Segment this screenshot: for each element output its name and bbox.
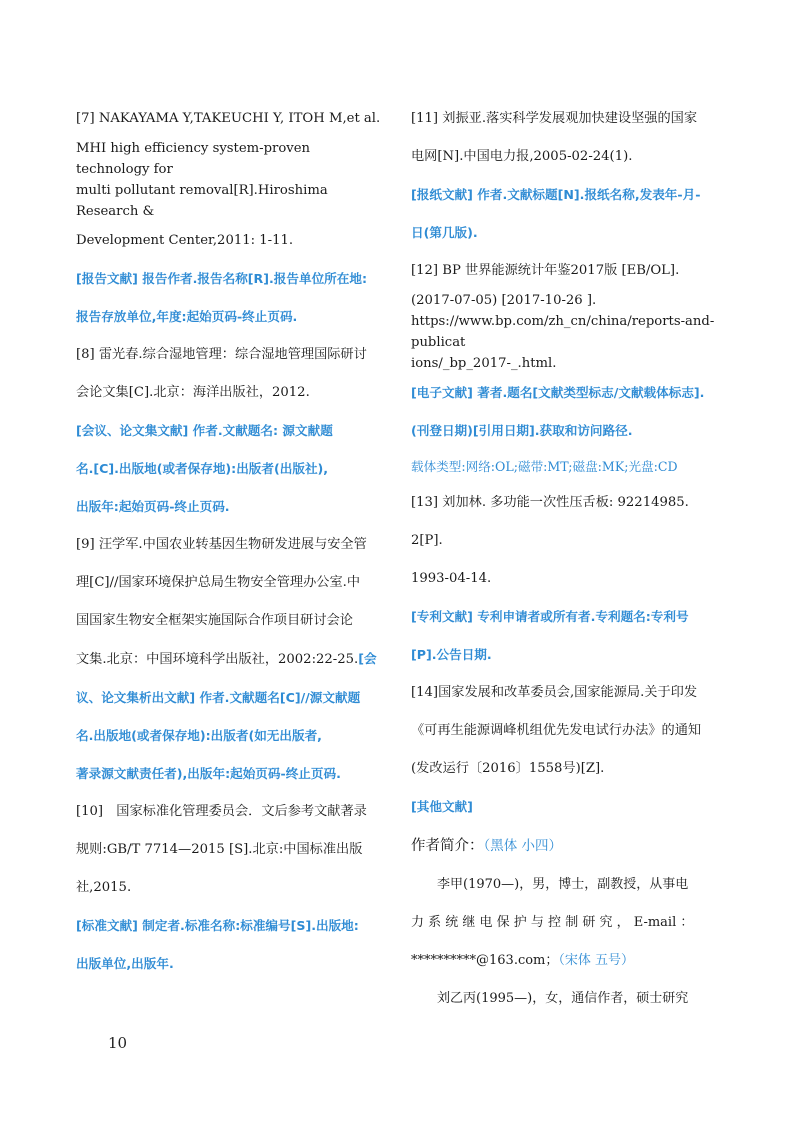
author-bio-title-hint: （黑体 小四） [483,838,563,854]
ref-12-body [411,290,719,374]
ref-12-line2: (2017-07-05) [2017-10-26 ]. [411,293,597,308]
ref-7-line3: multi pollutant removal[R].Hiroshima Research & [76,183,328,219]
author-1-line3 [411,942,719,980]
ref-11-line1: [11] 刘振亚.落实科学发展观加快建设坚强的国家 [411,111,698,126]
format-standard-1: [标准文献] 制定者.标准名称:标准编号[S].出版地: [76,918,359,933]
author-1-line1: 李甲(1970—)，男，博士，副教授，从事电 [437,877,689,892]
format-analytic-start: [会 [358,651,377,666]
format-electronic-1: [电子文献] 著者.题名[文献类型标志/文献载体标志]. [411,385,705,400]
format-electronic-2: (刊登日期)[引用日期].获取和访问路径. [411,423,633,438]
format-report-2: 报告存放单位,年度:起始页码-终止页码. [76,309,298,324]
format-other: [其他文献] [411,799,473,814]
ref-11-line2: 电网[N].中国电力报,2005-02-24(1). [411,149,633,164]
format-newspaper-2: 日(第几版). [411,225,478,240]
ref-12-line3: https://www.bp.com/zh_cn/china/reports-and-publicat [411,314,715,350]
format-conference-3: 出版年:起始页码-终止页码. [76,499,230,514]
format-patent-2: [P].公告日期. [411,647,492,662]
format-newspaper-1: [报纸文献] 作者.文献标题[N].报纸名称,发表年-月- [411,187,701,202]
author-1-font-hint: （宋体 五号） [558,953,635,968]
ref-7-line4: Development Center,2011: 1-11. [76,233,294,248]
author-1-email: **********@163.com； [411,953,559,968]
right-column [411,100,719,1018]
ref-9-line4 [76,640,384,679]
ref-9-line1: [9] 汪学军.中国农业转基因生物研发进展与安全管 [76,537,367,552]
ref-9-line4-text: 文集.北京：中国环境科学出版社，2002:22-25. [76,652,359,667]
format-standard-2: 出版单位,出版年. [76,956,174,971]
format-analytic-3: 著录源文献责任者),出版年:起始页码-终止页码. [76,766,341,781]
ref-10-line3: 社,2015. [76,880,132,895]
author-1-line2: 力 系 统 继 电 保 护 与 控 制 研 究 ， E-mail ： [411,915,694,930]
ref-13-line2: 1993-04-14. [411,571,492,586]
carrier-type-note: 载体类型:网络:OL;磁带:MT;磁盘:MK;光盘:CD [411,459,678,474]
left-column [76,100,384,983]
ref-10-line1: [10] 国家标准化管理委员会．文后参考文献著录 [76,804,367,819]
format-analytic-2: 名.出版地(或者保存地):出版者(如无出版者, [76,728,322,743]
ref-13-line1: [13] 刘加林. 多功能一次性压舌板: 92214985. 2[P]. [411,495,689,548]
page-number: 10 [108,1034,128,1052]
ref-10-line2: 规则:GB/T 7714—2015 [S].北京:中国标准出版 [76,842,363,857]
format-report-1: [报告文献] 报告作者.报告名称[R].报告单位所在地: [76,271,367,286]
ref-12-line1: [12] BP 世界能源统计年鉴2017版 [EB/OL]. [411,263,680,278]
ref-14-line1: [14]国家发展和改革委员会,国家能源局.关于印发 [411,685,698,700]
format-patent-1: [专利文献] 专利申请者或所有者.专利题名:专利号 [411,609,689,624]
ref-12-line4: ions/_bp_2017-_.html. [411,356,557,371]
ref-8-line1: [8] 雷光春.综合湿地管理：综合湿地管理国际研讨 [76,347,367,362]
ref-9-line3: 国国家生物安全框架实施国际合作项目研讨会论 [76,613,353,628]
ref-7-body [76,138,384,222]
ref-8-line2: 会论文集[C].北京：海洋出版社，2012. [76,385,310,400]
format-analytic-1: 议、论文集析出文献] 作者.文献题名[C]//源文献题 [76,690,361,705]
author-bio-title: 作者简介： [411,838,484,854]
ref-14-line2: 《可再生能源调峰机组优先发电试行办法》的通知 [411,723,702,738]
ref-7-line2: MHI high efficiency system-proven technology for [76,141,311,177]
ref-14-line3: (发改运行〔2016〕1558号)[Z]. [411,761,605,776]
ref-7: [7] NAKAYAMA Y,TAKEUCHI Y, ITOH M,et al. [76,111,381,126]
author-2-line1: 刘乙丙(1995—)，女，通信作者，硕士研究 [437,991,689,1006]
ref-9-line2: 理[C]//国家环境保护总局生物安全管理办公室.中 [76,575,361,590]
author-bio-heading [411,826,719,866]
format-conference-2: 名.[C].出版地(或者保存地):出版者(出版社), [76,461,329,476]
format-conference-1: [会议、论文集文献] 作者.文献题名: 源文献题 [76,423,333,438]
